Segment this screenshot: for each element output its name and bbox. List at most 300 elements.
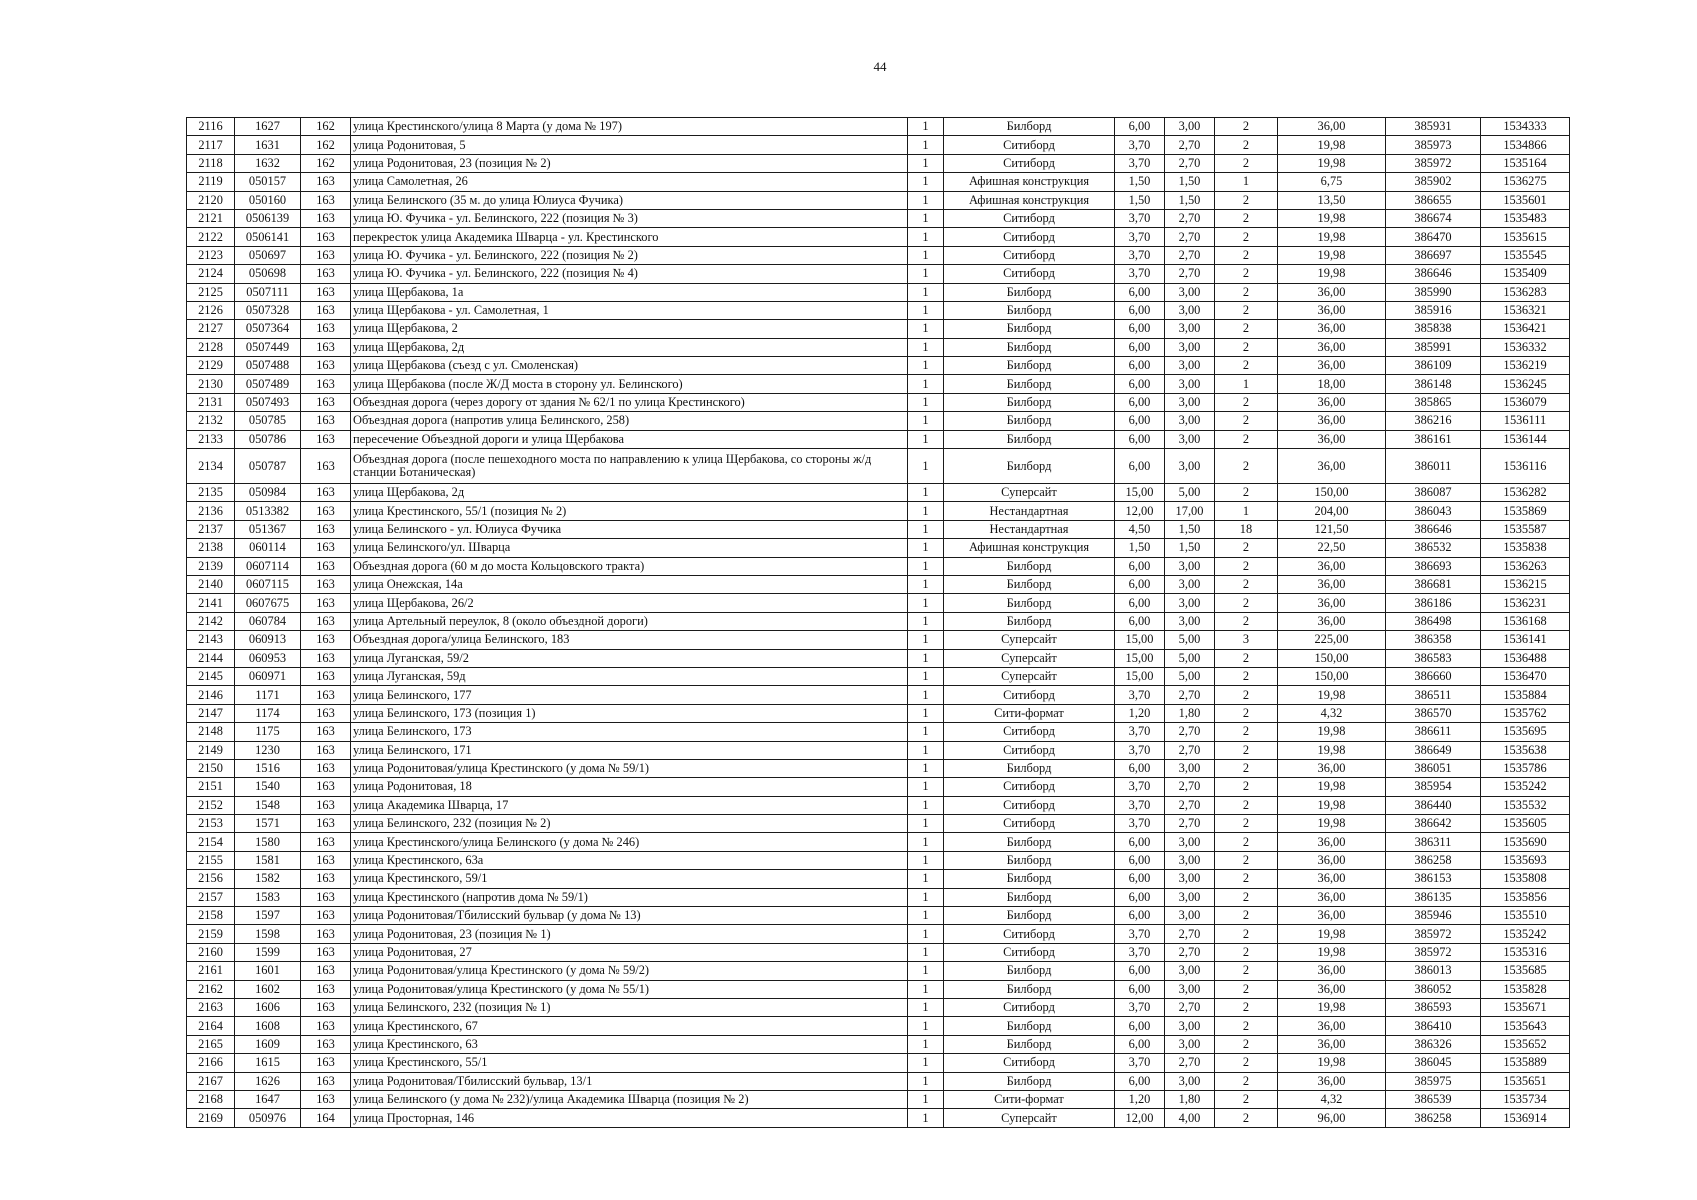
cell-count: 1 bbox=[908, 357, 944, 375]
table-row bbox=[187, 907, 1570, 925]
cell-width: 6,00 bbox=[1115, 851, 1165, 869]
cell-count: 1 bbox=[908, 154, 944, 172]
cell-sides: 2 bbox=[1215, 778, 1278, 796]
table-row bbox=[187, 925, 1570, 943]
cell-count: 1 bbox=[908, 1054, 944, 1072]
cell-width: 3,70 bbox=[1115, 925, 1165, 943]
cell-address: улица Щербакова, 2д bbox=[351, 484, 908, 502]
table-row bbox=[187, 136, 1570, 154]
cell-sides: 2 bbox=[1215, 870, 1278, 888]
cell-count: 1 bbox=[908, 741, 944, 759]
cell-coord-x: 386611 bbox=[1386, 723, 1481, 741]
registry-table bbox=[186, 117, 1570, 1128]
cell-address: перекресток улица Академика Шварца - ул. Крестинского bbox=[351, 228, 908, 246]
cell-area: 36,00 bbox=[1278, 962, 1386, 980]
table-row bbox=[187, 209, 1570, 227]
cell-zone: 163 bbox=[301, 246, 351, 264]
cell-code: 1171 bbox=[235, 686, 301, 704]
cell-coord-y: 1535316 bbox=[1481, 943, 1570, 961]
cell-coord-x: 386674 bbox=[1386, 209, 1481, 227]
cell-area: 19,98 bbox=[1278, 686, 1386, 704]
cell-count: 1 bbox=[908, 173, 944, 191]
cell-address: улица Луганская, 59д bbox=[351, 667, 908, 685]
cell-width: 3,70 bbox=[1115, 246, 1165, 264]
cell-row-number: 2118 bbox=[187, 154, 235, 172]
cell-coord-x: 386570 bbox=[1386, 704, 1481, 722]
cell-height: 3,00 bbox=[1165, 283, 1215, 301]
cell-row-number: 2124 bbox=[187, 265, 235, 283]
cell-width: 6,00 bbox=[1115, 301, 1165, 319]
cell-area: 36,00 bbox=[1278, 1035, 1386, 1053]
cell-address: улица Щербакова, 2 bbox=[351, 320, 908, 338]
cell-address: улица Артельный переулок, 8 (около объездной дороги) bbox=[351, 612, 908, 630]
cell-width: 6,00 bbox=[1115, 962, 1165, 980]
cell-height: 3,00 bbox=[1165, 393, 1215, 411]
cell-coord-y: 1535762 bbox=[1481, 704, 1570, 722]
cell-height: 2,70 bbox=[1165, 925, 1215, 943]
cell-area: 19,98 bbox=[1278, 815, 1386, 833]
cell-count: 1 bbox=[908, 449, 944, 484]
cell-construction-type: Билборд bbox=[944, 1035, 1115, 1053]
cell-width: 6,00 bbox=[1115, 1072, 1165, 1090]
cell-width: 3,70 bbox=[1115, 723, 1165, 741]
cell-coord-y: 1535483 bbox=[1481, 209, 1570, 227]
cell-row-number: 2139 bbox=[187, 557, 235, 575]
table-row bbox=[187, 796, 1570, 814]
cell-code: 1174 bbox=[235, 704, 301, 722]
cell-sides: 3 bbox=[1215, 631, 1278, 649]
cell-area: 19,98 bbox=[1278, 246, 1386, 264]
table-row bbox=[187, 575, 1570, 593]
cell-coord-y: 1536321 bbox=[1481, 301, 1570, 319]
cell-sides: 2 bbox=[1215, 686, 1278, 704]
cell-coord-x: 386258 bbox=[1386, 1109, 1481, 1127]
cell-code: 1581 bbox=[235, 851, 301, 869]
cell-coord-x: 386052 bbox=[1386, 980, 1481, 998]
table-row bbox=[187, 320, 1570, 338]
cell-zone: 163 bbox=[301, 338, 351, 356]
cell-row-number: 2144 bbox=[187, 649, 235, 667]
cell-coord-x: 386051 bbox=[1386, 759, 1481, 777]
cell-area: 36,00 bbox=[1278, 118, 1386, 136]
cell-coord-x: 386043 bbox=[1386, 502, 1481, 520]
cell-coord-y: 1535242 bbox=[1481, 925, 1570, 943]
cell-sides: 2 bbox=[1215, 449, 1278, 484]
cell-height: 3,00 bbox=[1165, 612, 1215, 630]
cell-area: 150,00 bbox=[1278, 484, 1386, 502]
cell-area: 19,98 bbox=[1278, 228, 1386, 246]
table-row bbox=[187, 870, 1570, 888]
cell-width: 3,70 bbox=[1115, 1054, 1165, 1072]
cell-width: 3,70 bbox=[1115, 154, 1165, 172]
cell-address: улица Белинского, 177 bbox=[351, 686, 908, 704]
cell-address: улица Ю. Фучика - ул. Белинского, 222 (позиция № 2) bbox=[351, 246, 908, 264]
cell-row-number: 2165 bbox=[187, 1035, 235, 1053]
cell-coord-y: 1535856 bbox=[1481, 888, 1570, 906]
cell-construction-type: Билборд bbox=[944, 594, 1115, 612]
cell-count: 1 bbox=[908, 209, 944, 227]
cell-count: 1 bbox=[908, 612, 944, 630]
cell-count: 1 bbox=[908, 520, 944, 538]
table-row bbox=[187, 631, 1570, 649]
cell-coord-y: 1535545 bbox=[1481, 246, 1570, 264]
cell-count: 1 bbox=[908, 998, 944, 1016]
cell-row-number: 2130 bbox=[187, 375, 235, 393]
cell-row-number: 2131 bbox=[187, 393, 235, 411]
cell-area: 19,98 bbox=[1278, 943, 1386, 961]
cell-address: улица Белинского, 171 bbox=[351, 741, 908, 759]
cell-address: улица Щербакова - ул. Самолетная, 1 bbox=[351, 301, 908, 319]
cell-construction-type: Ситиборд bbox=[944, 741, 1115, 759]
cell-count: 1 bbox=[908, 393, 944, 411]
cell-construction-type: Ситиборд bbox=[944, 686, 1115, 704]
table-row bbox=[187, 1109, 1570, 1127]
cell-coord-y: 1536263 bbox=[1481, 557, 1570, 575]
cell-row-number: 2168 bbox=[187, 1090, 235, 1108]
table-row bbox=[187, 723, 1570, 741]
cell-area: 19,98 bbox=[1278, 136, 1386, 154]
cell-address: улица Белинского, 173 bbox=[351, 723, 908, 741]
cell-count: 1 bbox=[908, 851, 944, 869]
cell-construction-type: Билборд bbox=[944, 449, 1115, 484]
cell-width: 6,00 bbox=[1115, 833, 1165, 851]
cell-row-number: 2133 bbox=[187, 430, 235, 448]
cell-address: улица Крестинского (напротив дома № 59/1) bbox=[351, 888, 908, 906]
cell-height: 2,70 bbox=[1165, 741, 1215, 759]
cell-construction-type: Билборд bbox=[944, 283, 1115, 301]
cell-count: 1 bbox=[908, 962, 944, 980]
cell-code: 1582 bbox=[235, 870, 301, 888]
cell-sides: 2 bbox=[1215, 575, 1278, 593]
cell-coord-x: 386681 bbox=[1386, 575, 1481, 593]
cell-construction-type: Ситиборд bbox=[944, 265, 1115, 283]
cell-address: улица Родонитовая/Тбилисский бульвар, 13/1 bbox=[351, 1072, 908, 1090]
cell-zone: 163 bbox=[301, 173, 351, 191]
cell-area: 150,00 bbox=[1278, 667, 1386, 685]
cell-row-number: 2150 bbox=[187, 759, 235, 777]
cell-construction-type: Ситиборд bbox=[944, 778, 1115, 796]
cell-coord-x: 386511 bbox=[1386, 686, 1481, 704]
cell-code: 051367 bbox=[235, 520, 301, 538]
cell-zone: 163 bbox=[301, 998, 351, 1016]
cell-area: 204,00 bbox=[1278, 502, 1386, 520]
cell-row-number: 2136 bbox=[187, 502, 235, 520]
cell-coord-x: 385931 bbox=[1386, 118, 1481, 136]
cell-sides: 2 bbox=[1215, 320, 1278, 338]
cell-zone: 163 bbox=[301, 502, 351, 520]
cell-address: улица Родонитовая, 23 (позиция № 1) bbox=[351, 925, 908, 943]
cell-address: улица Щербакова (после Ж/Д моста в сторону ул. Белинского) bbox=[351, 375, 908, 393]
cell-code: 1606 bbox=[235, 998, 301, 1016]
table-row bbox=[187, 228, 1570, 246]
table-row bbox=[187, 301, 1570, 319]
cell-count: 1 bbox=[908, 265, 944, 283]
cell-address: улица Академика Шварца, 17 bbox=[351, 796, 908, 814]
cell-height: 3,00 bbox=[1165, 962, 1215, 980]
cell-area: 19,98 bbox=[1278, 741, 1386, 759]
cell-height: 1,50 bbox=[1165, 173, 1215, 191]
cell-coord-y: 1535685 bbox=[1481, 962, 1570, 980]
cell-count: 1 bbox=[908, 925, 944, 943]
cell-coord-y: 1535828 bbox=[1481, 980, 1570, 998]
cell-coord-y: 1535671 bbox=[1481, 998, 1570, 1016]
cell-count: 1 bbox=[908, 301, 944, 319]
cell-code: 1609 bbox=[235, 1035, 301, 1053]
cell-coord-x: 386532 bbox=[1386, 539, 1481, 557]
cell-width: 6,00 bbox=[1115, 594, 1165, 612]
cell-zone: 163 bbox=[301, 667, 351, 685]
cell-construction-type: Билборд bbox=[944, 851, 1115, 869]
cell-construction-type: Нестандартная bbox=[944, 502, 1115, 520]
cell-height: 3,00 bbox=[1165, 759, 1215, 777]
cell-count: 1 bbox=[908, 815, 944, 833]
cell-height: 2,70 bbox=[1165, 228, 1215, 246]
cell-coord-y: 1535734 bbox=[1481, 1090, 1570, 1108]
table-row bbox=[187, 962, 1570, 980]
cell-width: 1,20 bbox=[1115, 1090, 1165, 1108]
cell-coord-y: 1536488 bbox=[1481, 649, 1570, 667]
cell-coord-x: 386593 bbox=[1386, 998, 1481, 1016]
cell-code: 0607675 bbox=[235, 594, 301, 612]
cell-area: 36,00 bbox=[1278, 357, 1386, 375]
cell-coord-y: 1535587 bbox=[1481, 520, 1570, 538]
cell-area: 36,00 bbox=[1278, 449, 1386, 484]
cell-coord-y: 1535808 bbox=[1481, 870, 1570, 888]
cell-coord-x: 386440 bbox=[1386, 796, 1481, 814]
cell-zone: 163 bbox=[301, 870, 351, 888]
cell-coord-y: 1535615 bbox=[1481, 228, 1570, 246]
cell-zone: 163 bbox=[301, 449, 351, 484]
cell-sides: 2 bbox=[1215, 136, 1278, 154]
cell-zone: 163 bbox=[301, 301, 351, 319]
cell-zone: 163 bbox=[301, 520, 351, 538]
cell-coord-y: 1535693 bbox=[1481, 851, 1570, 869]
cell-sides: 2 bbox=[1215, 815, 1278, 833]
cell-width: 6,00 bbox=[1115, 870, 1165, 888]
cell-count: 1 bbox=[908, 1035, 944, 1053]
cell-construction-type: Суперсайт bbox=[944, 667, 1115, 685]
cell-address: улица Самолетная, 26 bbox=[351, 173, 908, 191]
cell-coord-y: 1535884 bbox=[1481, 686, 1570, 704]
cell-height: 2,70 bbox=[1165, 209, 1215, 227]
cell-zone: 163 bbox=[301, 357, 351, 375]
cell-area: 36,00 bbox=[1278, 393, 1386, 411]
cell-width: 6,00 bbox=[1115, 118, 1165, 136]
cell-construction-type: Суперсайт bbox=[944, 1109, 1115, 1127]
cell-address: Объездная дорога (после пешеходного моста по направлению к улица Щербакова, со стороны ж/д станции Ботаническая) bbox=[351, 449, 908, 484]
cell-count: 1 bbox=[908, 796, 944, 814]
cell-code: 1647 bbox=[235, 1090, 301, 1108]
cell-area: 36,00 bbox=[1278, 833, 1386, 851]
cell-row-number: 2162 bbox=[187, 980, 235, 998]
cell-coord-x: 385972 bbox=[1386, 925, 1481, 943]
cell-zone: 163 bbox=[301, 759, 351, 777]
cell-row-number: 2121 bbox=[187, 209, 235, 227]
cell-sides: 2 bbox=[1215, 649, 1278, 667]
cell-address: Объездная дорога (60 м до моста Кольцовского тракта) bbox=[351, 557, 908, 575]
cell-row-number: 2145 bbox=[187, 667, 235, 685]
cell-construction-type: Сити-формат bbox=[944, 1090, 1115, 1108]
table-row bbox=[187, 375, 1570, 393]
cell-area: 19,98 bbox=[1278, 723, 1386, 741]
cell-width: 6,00 bbox=[1115, 357, 1165, 375]
cell-row-number: 2158 bbox=[187, 907, 235, 925]
cell-sides: 1 bbox=[1215, 502, 1278, 520]
cell-coord-x: 385972 bbox=[1386, 154, 1481, 172]
cell-row-number: 2155 bbox=[187, 851, 235, 869]
cell-height: 2,70 bbox=[1165, 1054, 1215, 1072]
cell-area: 96,00 bbox=[1278, 1109, 1386, 1127]
cell-zone: 163 bbox=[301, 484, 351, 502]
cell-code: 1583 bbox=[235, 888, 301, 906]
cell-row-number: 2166 bbox=[187, 1054, 235, 1072]
table-row bbox=[187, 888, 1570, 906]
cell-coord-x: 386153 bbox=[1386, 870, 1481, 888]
cell-zone: 162 bbox=[301, 136, 351, 154]
cell-construction-type: Билборд bbox=[944, 375, 1115, 393]
cell-construction-type: Билборд bbox=[944, 393, 1115, 411]
cell-coord-y: 1535638 bbox=[1481, 741, 1570, 759]
cell-area: 36,00 bbox=[1278, 412, 1386, 430]
cell-count: 1 bbox=[908, 283, 944, 301]
cell-width: 6,00 bbox=[1115, 449, 1165, 484]
cell-row-number: 2140 bbox=[187, 575, 235, 593]
cell-row-number: 2153 bbox=[187, 815, 235, 833]
cell-coord-y: 1535242 bbox=[1481, 778, 1570, 796]
cell-area: 36,00 bbox=[1278, 980, 1386, 998]
cell-row-number: 2148 bbox=[187, 723, 235, 741]
cell-address: улица Крестинского, 67 bbox=[351, 1017, 908, 1035]
cell-row-number: 2147 bbox=[187, 704, 235, 722]
cell-code: 0507449 bbox=[235, 338, 301, 356]
table-row bbox=[187, 1072, 1570, 1090]
table-row bbox=[187, 1090, 1570, 1108]
cell-sides: 2 bbox=[1215, 833, 1278, 851]
cell-height: 5,00 bbox=[1165, 667, 1215, 685]
cell-zone: 163 bbox=[301, 704, 351, 722]
cell-row-number: 2120 bbox=[187, 191, 235, 209]
cell-area: 19,98 bbox=[1278, 1054, 1386, 1072]
cell-row-number: 2132 bbox=[187, 412, 235, 430]
cell-row-number: 2159 bbox=[187, 925, 235, 943]
cell-construction-type: Билборд bbox=[944, 320, 1115, 338]
cell-zone: 163 bbox=[301, 1090, 351, 1108]
cell-construction-type: Билборд bbox=[944, 430, 1115, 448]
cell-sides: 2 bbox=[1215, 1109, 1278, 1127]
cell-row-number: 2126 bbox=[187, 301, 235, 319]
cell-count: 1 bbox=[908, 502, 944, 520]
cell-width: 1,20 bbox=[1115, 704, 1165, 722]
cell-width: 3,70 bbox=[1115, 136, 1165, 154]
cell-construction-type: Билборд bbox=[944, 412, 1115, 430]
table-row bbox=[187, 778, 1570, 796]
cell-address: улица Крестинского/улица 8 Марта (у дома № 197) bbox=[351, 118, 908, 136]
table-row bbox=[187, 502, 1570, 520]
cell-construction-type: Ситиборд bbox=[944, 136, 1115, 154]
cell-code: 060114 bbox=[235, 539, 301, 557]
cell-area: 4,32 bbox=[1278, 704, 1386, 722]
cell-address: улица Крестинского/улица Белинского (у дома № 246) bbox=[351, 833, 908, 851]
cell-sides: 2 bbox=[1215, 741, 1278, 759]
cell-coord-x: 386148 bbox=[1386, 375, 1481, 393]
cell-address: улица Родонитовая, 18 bbox=[351, 778, 908, 796]
table-row bbox=[187, 449, 1570, 484]
cell-sides: 2 bbox=[1215, 1017, 1278, 1035]
cell-zone: 163 bbox=[301, 943, 351, 961]
cell-coord-x: 386697 bbox=[1386, 246, 1481, 264]
cell-row-number: 2116 bbox=[187, 118, 235, 136]
cell-coord-x: 386693 bbox=[1386, 557, 1481, 575]
cell-code: 0607115 bbox=[235, 575, 301, 593]
cell-row-number: 2117 bbox=[187, 136, 235, 154]
table-row bbox=[187, 191, 1570, 209]
table-row bbox=[187, 1054, 1570, 1072]
table-row bbox=[187, 943, 1570, 961]
cell-height: 2,70 bbox=[1165, 943, 1215, 961]
cell-width: 15,00 bbox=[1115, 667, 1165, 685]
cell-coord-y: 1535889 bbox=[1481, 1054, 1570, 1072]
cell-count: 1 bbox=[908, 484, 944, 502]
cell-code: 050697 bbox=[235, 246, 301, 264]
cell-coord-y: 1536231 bbox=[1481, 594, 1570, 612]
cell-coord-x: 386642 bbox=[1386, 815, 1481, 833]
cell-construction-type: Ситиборд bbox=[944, 228, 1115, 246]
cell-address: улица Крестинского, 63 bbox=[351, 1035, 908, 1053]
cell-address: улица Щербакова, 26/2 bbox=[351, 594, 908, 612]
cell-coord-y: 1535510 bbox=[1481, 907, 1570, 925]
cell-coord-x: 385902 bbox=[1386, 173, 1481, 191]
cell-coord-x: 385865 bbox=[1386, 393, 1481, 411]
cell-code: 060913 bbox=[235, 631, 301, 649]
table-row bbox=[187, 412, 1570, 430]
cell-width: 4,50 bbox=[1115, 520, 1165, 538]
cell-zone: 163 bbox=[301, 925, 351, 943]
cell-zone: 163 bbox=[301, 741, 351, 759]
cell-zone: 163 bbox=[301, 228, 351, 246]
cell-zone: 163 bbox=[301, 851, 351, 869]
cell-sides: 2 bbox=[1215, 430, 1278, 448]
cell-row-number: 2141 bbox=[187, 594, 235, 612]
cell-height: 2,70 bbox=[1165, 154, 1215, 172]
cell-sides: 2 bbox=[1215, 357, 1278, 375]
cell-height: 5,00 bbox=[1165, 484, 1215, 502]
cell-sides: 2 bbox=[1215, 338, 1278, 356]
cell-width: 3,70 bbox=[1115, 686, 1165, 704]
cell-row-number: 2122 bbox=[187, 228, 235, 246]
cell-code: 0607114 bbox=[235, 557, 301, 575]
cell-area: 19,98 bbox=[1278, 925, 1386, 943]
cell-coord-x: 386087 bbox=[1386, 484, 1481, 502]
cell-width: 6,00 bbox=[1115, 320, 1165, 338]
cell-width: 1,50 bbox=[1115, 539, 1165, 557]
cell-height: 3,00 bbox=[1165, 1072, 1215, 1090]
cell-coord-x: 386011 bbox=[1386, 449, 1481, 484]
cell-count: 1 bbox=[908, 1072, 944, 1090]
cell-address: улица Белинского, 232 (позиция № 1) bbox=[351, 998, 908, 1016]
cell-sides: 1 bbox=[1215, 375, 1278, 393]
cell-height: 1,80 bbox=[1165, 1090, 1215, 1108]
cell-address: улица Родонитовая/Тбилисский бульвар (у дома № 13) bbox=[351, 907, 908, 925]
cell-code: 1540 bbox=[235, 778, 301, 796]
cell-address: улица Крестинского, 59/1 bbox=[351, 870, 908, 888]
cell-width: 1,50 bbox=[1115, 191, 1165, 209]
cell-zone: 162 bbox=[301, 118, 351, 136]
cell-code: 1601 bbox=[235, 962, 301, 980]
table-row bbox=[187, 154, 1570, 172]
cell-count: 1 bbox=[908, 557, 944, 575]
cell-address: улица Крестинского, 55/1 bbox=[351, 1054, 908, 1072]
cell-construction-type: Ситиборд bbox=[944, 796, 1115, 814]
